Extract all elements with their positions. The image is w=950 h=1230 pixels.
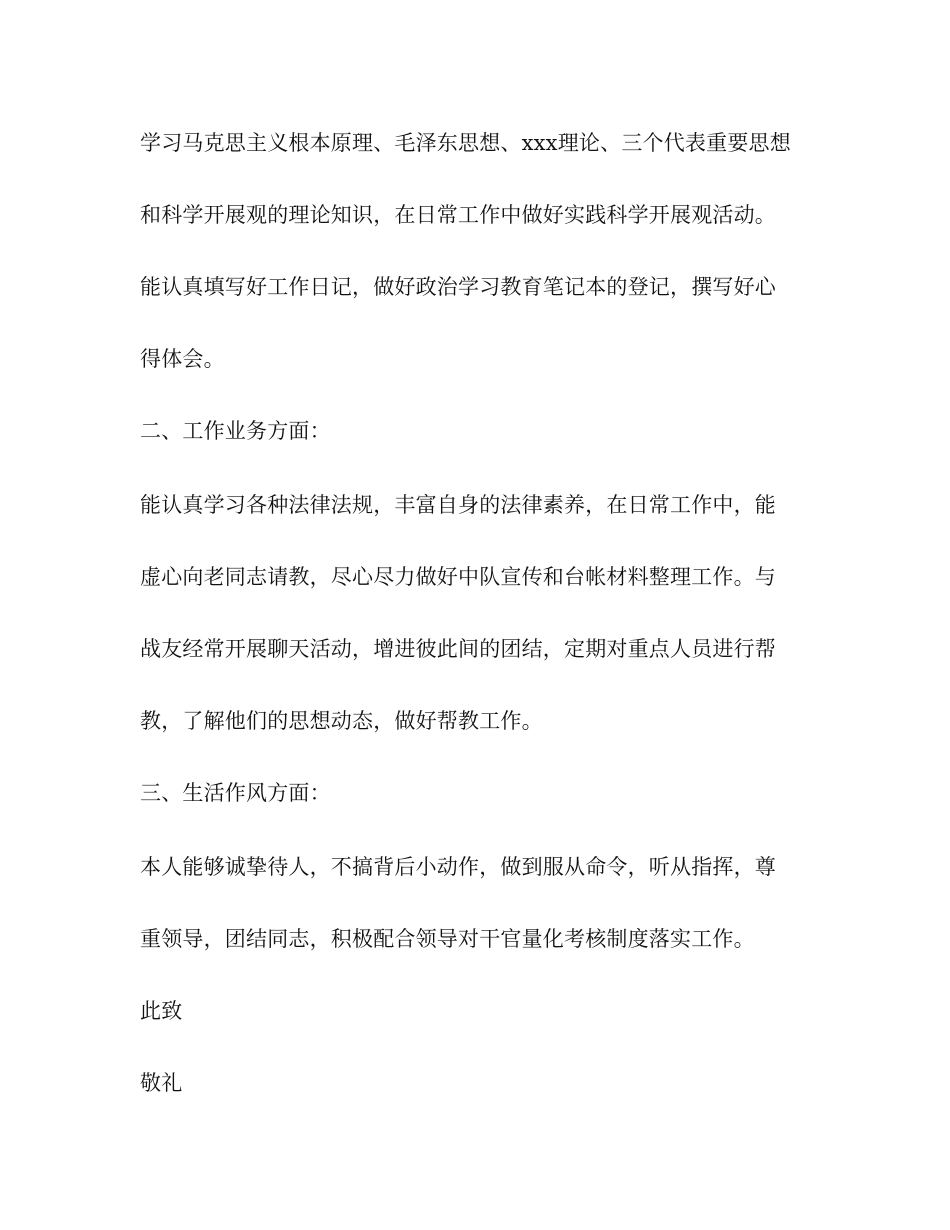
closing-regards: 敬礼 [140,1071,183,1095]
body-text-line: 学习马克思主义根本原理、毛泽东思想、xxx理论、三个代表重要思想 [140,131,791,155]
section-heading: 二、工作业务方面： [140,419,331,443]
body-text-line: 重领导，团结同志，积极配合领导对干官量化考核制度落实工作。 [140,927,755,951]
body-text-line: 能认真填写好工作日记，做好政治学习教育笔记本的登记，撰写好心 [140,275,776,299]
body-text-line: 虚心向老同志请教，尽心尽力做好中队宣传和台帐材料整理工作。与 [140,565,776,589]
body-text-line: 战友经常开展聊天活动，增进彼此间的团结，定期对重点人员进行帮 [140,637,776,661]
section-heading: 三、生活作风方面： [140,781,331,805]
body-text-line: 教，了解他们的思想动态，做好帮教工作。 [140,709,543,733]
body-text-line: 本人能够诚挚待人，不搞背后小动作，做到服从命令，听从指挥，尊 [140,855,776,879]
body-text-line: 和科学开展观的理论知识，在日常工作中做好实践科学开展观活动。 [140,203,776,227]
body-text-line: 能认真学习各种法律法规，丰富自身的法律素养，在日常工作中，能 [140,493,776,517]
closing-salutation: 此致 [140,999,183,1023]
body-text-line: 得体会。 [140,347,225,371]
